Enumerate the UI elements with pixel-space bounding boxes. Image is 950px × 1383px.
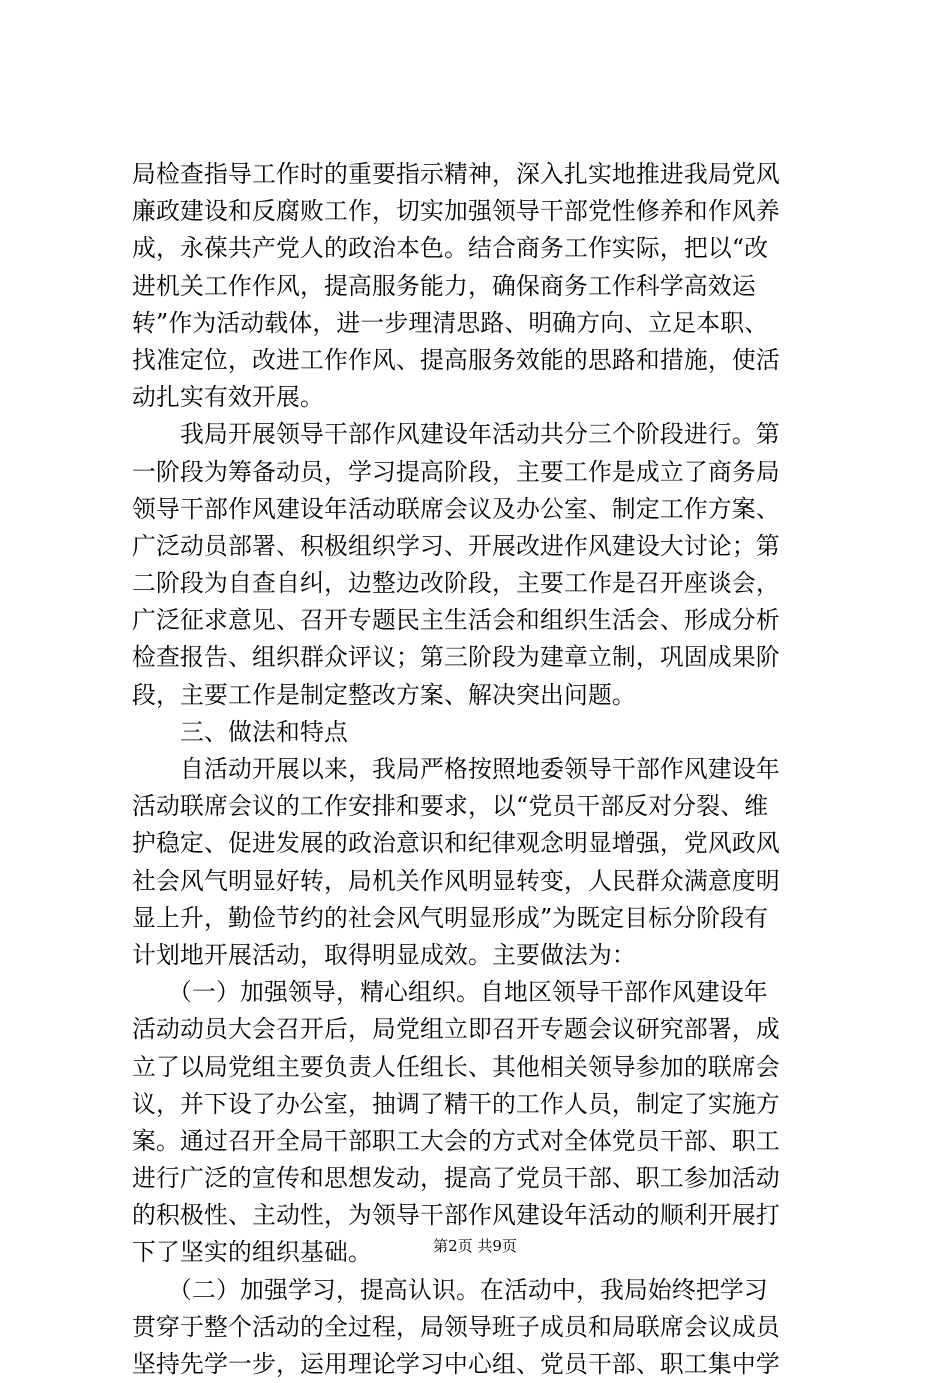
text-line: 检查报告、组织群众评议；第三阶段为建章立制，巩固成果阶 <box>132 643 780 672</box>
text-line: 进机关工作作风，提高服务能力，确保商务工作科学高效运 <box>132 271 756 300</box>
text-line: 坚持先学一步，运用理论学习中心组、党员干部、职工集中学 <box>132 1350 780 1378</box>
text-line: 段，主要工作是制定整改方案、解决突出问题。 <box>132 680 636 709</box>
text-line: 议，并下设了办公室，抽调了精干的工作人员，制定了实施方 <box>132 1089 780 1118</box>
text-line: 二阶段为自查自纠，边整边改阶段，主要工作是召开座谈会， <box>132 569 780 598</box>
text-line: 的积极性、主动性，为领导干部作风建设年活动的顺利开展打 <box>132 1201 780 1230</box>
text-line: 活动联席会议的工作安排和要求，以“党员干部反对分裂、维 <box>132 792 769 821</box>
text-line: 局检查指导工作时的重要指示精神，深入扎实地推进我局党风 <box>132 160 780 188</box>
text-line: 一阶段为筹备动员，学习提高阶段，主要工作是成立了商务局 <box>132 457 780 486</box>
text-line: 自活动开展以来，我局严格按照地委领导干部作风建设年 <box>180 755 780 783</box>
text-line: 我局开展领导干部作风建设年活动共分三个阶段进行。第 <box>180 420 780 449</box>
text-line: 动扎实有效开展。 <box>132 383 324 412</box>
text-line: 广泛动员部署、积极组织学习、开展改进作风建设大讨论；第 <box>132 531 780 560</box>
text-line: 计划地开展活动，取得明显成效。主要做法为： <box>132 940 636 969</box>
text-line: 领导干部作风建设年活动联席会议及办公室、制定工作方案、 <box>132 494 780 523</box>
text-line: 转”作为活动载体，进一步理清思路、明确方向、立足本职、 <box>132 308 769 337</box>
text-line: 廉政建设和反腐败工作，切实加强领导干部党性修养和作风养 <box>132 197 780 226</box>
text-line: （二）加强学习，提高认识。在活动中，我局始终把学习 <box>168 1275 768 1304</box>
text-line: 进行广泛的宣传和思想发动，提高了党员干部、职工参加活动 <box>132 1164 780 1193</box>
text-line: 下了坚实的组织基础。 <box>132 1238 372 1267</box>
text-line: 广泛征求意见、召开专题民主生活会和组织生活会、形成分析 <box>132 606 780 635</box>
text-line: （一）加强领导，精心组织。自地区领导干部作风建设年 <box>168 978 768 1007</box>
text-line: 案。通过召开全局干部职工大会的方式对全体党员干部、职工 <box>132 1126 780 1155</box>
text-line: 护稳定、促进发展的政治意识和纪律观念明显增强，党风政风 <box>132 829 780 858</box>
text-line: 贯穿于整个活动的全过程，局领导班子成员和局联席会议成员 <box>132 1312 780 1341</box>
document-body <box>132 156 832 1383</box>
text-line: 社会风气明显好转，局机关作风明显转变，人民群众满意度明 <box>132 866 780 895</box>
text-line: 三、做法和特点 <box>180 717 348 746</box>
text-line: 活动动员大会召开后，局党组立即召开专题会议研究部署，成 <box>132 1015 780 1044</box>
text-line: 找准定位，改进工作作风、提高服务效能的思路和措施，使活 <box>132 345 780 374</box>
text-line: 立了以局党组主要负责人任组长、其他相关领导参加的联席会 <box>132 1052 780 1081</box>
text-line: 显上升，勤俭节约的社会风气明显形成”为既定目标分阶段有 <box>132 903 769 932</box>
text-line: 成，永葆共产党人的政治本色。结合商务工作实际，把以“改 <box>132 234 769 263</box>
page-footer: 第2页 共9页 <box>433 1237 517 1255</box>
